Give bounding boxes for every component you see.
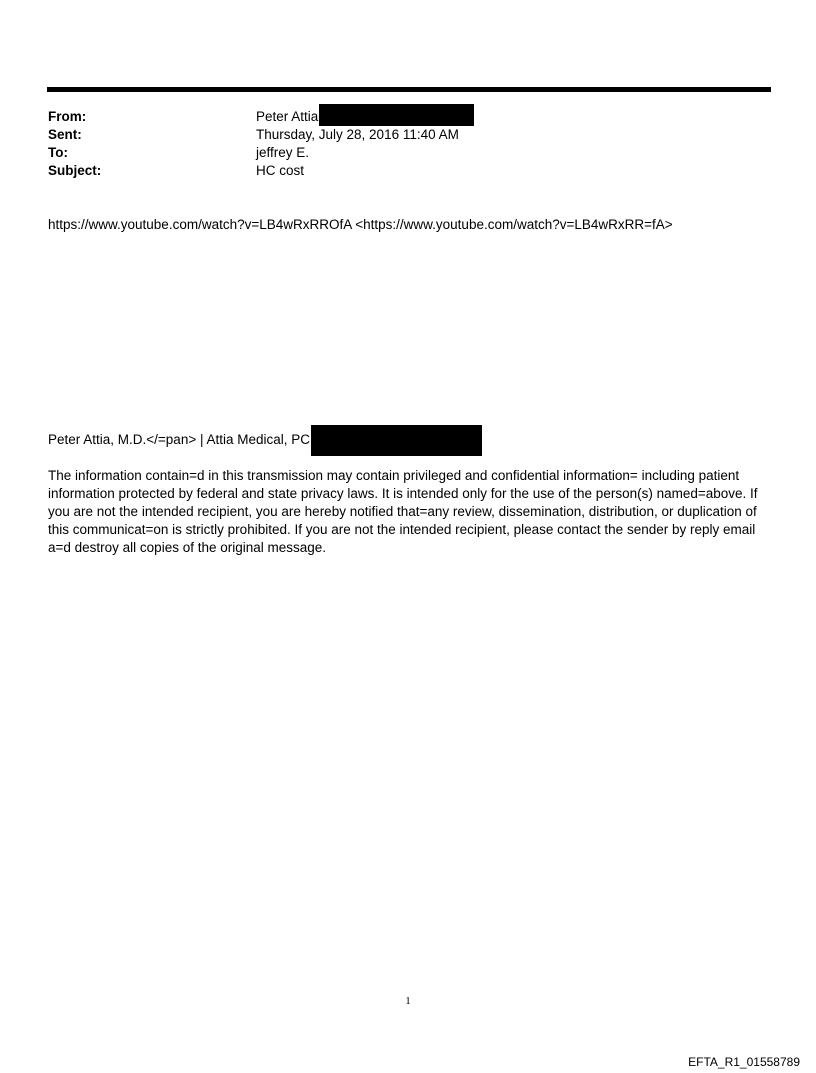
sender-name: Peter Attia bbox=[256, 109, 319, 124]
confidentiality-disclaimer: The information contain=d in this transmission may contain privileged and confidential information= including patient information protected by federal and state privacy laws. It is intended only for the use of the person(s) named=above. If you are not the intended recipient, you are hereby notified that=any review, dissemination, distribution, or duplication of this communicat=on is strictly prohibited. If you are not the intended recipient, please contact the sender by reply email a=d destroy all copies of the original message. bbox=[48, 468, 758, 555]
to-row bbox=[48, 144, 748, 162]
from-label: From: bbox=[48, 109, 87, 124]
sent-label: Sent: bbox=[48, 127, 82, 142]
subject-value: HC cost bbox=[256, 163, 305, 178]
from-value bbox=[256, 108, 474, 126]
page-number: 1 bbox=[405, 995, 411, 1007]
redaction-box-signature bbox=[311, 425, 482, 456]
email-header bbox=[48, 108, 748, 180]
sent-value: Thursday, July 28, 2016 11:40 AM bbox=[256, 127, 459, 142]
document-id: EFTA_R1_01558789 bbox=[688, 1055, 800, 1069]
signature bbox=[48, 431, 482, 456]
to-value: jeffrey E. bbox=[256, 145, 310, 160]
subject-label: Subject: bbox=[48, 163, 102, 178]
redaction-box-email bbox=[319, 104, 474, 126]
youtube-link[interactable]: https://www.youtube.com/watch?v=LB4wRxRROfA <https://www.youtube.com/watch?v=LB4wRxRR=fA> bbox=[48, 217, 673, 232]
to-label: To: bbox=[48, 145, 68, 160]
header-divider bbox=[47, 87, 771, 92]
subject-row bbox=[48, 162, 748, 180]
from-row bbox=[48, 108, 748, 126]
sent-row bbox=[48, 126, 748, 144]
signature-text: Peter Attia, M.D.</=pan> | Attia Medical, PC bbox=[48, 432, 311, 447]
